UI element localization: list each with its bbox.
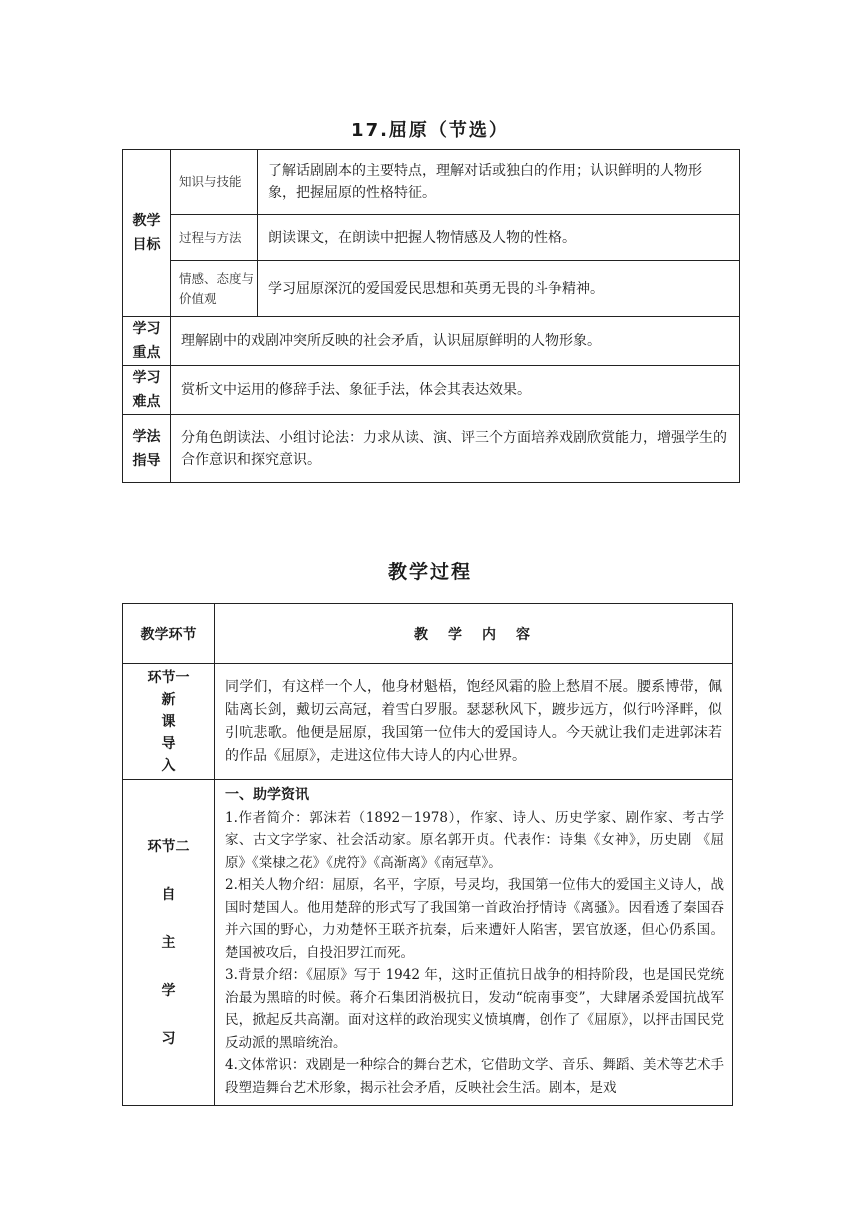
lesson-goals-table [122, 149, 740, 483]
goal-text: 朗读课文，在朗读中把握人物情感及人物的性格。 [258, 215, 740, 261]
method-text: 分角色朗读法、小组讨论法：力求从读、演、评三个方面培养戏剧欣赏能力，增强学生的合作意识和探究意识。 [171, 415, 740, 483]
focus-label: 学习 重点 [123, 317, 171, 366]
info-item: 4.文体常识：戏剧是一种综合的舞台艺术，它借助文学、音乐、舞蹈、美术等艺术手段塑造舞台艺术形象，揭示社会矛盾，反映社会生活。剧本，是戏 [225, 1057, 724, 1096]
step-column-header: 教学环节 [123, 604, 215, 664]
step-one-label: 环节一 新 课 导 入 [123, 664, 215, 780]
step-two-label: 环节二 自 主 学 习 [123, 780, 215, 1106]
step-two-heading: 一、助学资讯 [225, 787, 309, 803]
goal-text: 了解话剧剧本的主要特点，理解对话或独白的作用；认识鲜明的人物形象，把握屈原的性格特征。 [258, 150, 740, 215]
info-item: 3.背景介绍：《屈原》写于 1942 年，这时正值抗日战争的相持阶段，也是国民党统治最为黑暗的时候。蒋介石集团消极抗日，发动“皖南事变”，大肆屠杀爱国抗战军民，掀起反共高潮。面对这样的政治现实义愤填膺，创作了《屈原》，以抨击国民党反动派的黑暗统治。 [225, 967, 724, 1051]
goal-sub-label: 过程与方法 [171, 215, 258, 261]
teaching-goal-label: 教学 目标 [123, 150, 171, 317]
goal-sub-label: 情感、态度与价值观 [171, 261, 258, 317]
lesson-title: 17.屈原（节选） [351, 120, 509, 141]
teaching-process-table [122, 603, 733, 1106]
method-label: 学法 指导 [123, 415, 171, 483]
info-item: 2.相关人物介绍：屈原，名平，字原，号灵均，我国第一位伟大的爱国主义诗人，战国时楚国人。他用楚辞的形式写了我国第一首政治抒情诗《离骚》。因看透了秦国吞并六国的野心，力劝楚怀王联齐抗秦，后来遭奸人陷害，罢官放逐，但心仍系国。楚国被攻后，自投汨罗江而死。 [225, 877, 724, 961]
step-one-text: 同学们，有这样一个人，他身材魁梧，饱经风霜的脸上愁眉不展。腰系博带，佩陆离长剑，戴切云高冠，着雪白罗服。瑟瑟秋风下，踱步远方，似行吟泽畔，似引吭悲歌。他便是屈原，我国第一位伟大的爱国诗人。今天就让我们走进郭沫若的作品《屈原》，走进这位伟大诗人的内心世界。 [215, 664, 733, 780]
step-two-content [215, 780, 733, 1106]
goal-text: 学习屈原深沉的爱国爱民思想和英勇无畏的斗争精神。 [258, 261, 740, 317]
focus-text: 理解剧中的戏剧冲突所反映的社会矛盾，认识屈原鲜明的人物形象。 [171, 317, 740, 366]
goal-sub-label: 知识与技能 [171, 150, 258, 215]
difficulty-text: 赏析文中运用的修辞手法、象征手法，体会其表达效果。 [171, 366, 740, 415]
difficulty-label: 学习 难点 [123, 366, 171, 415]
content-column-header: 教 学 内 容 [215, 604, 733, 664]
info-item: 1.作者简介：郭沫若（1892－1978），作家、诗人、历史学家、剧作家、考古学家、古文字学家、社会活动家。原名郭开贞。代表作：诗集《女神》，历史剧 《屈原》《棠棣之花》《虎符》《高渐离》《南冠草》。 [225, 809, 724, 871]
section-title: 教学过程 [387, 561, 472, 583]
